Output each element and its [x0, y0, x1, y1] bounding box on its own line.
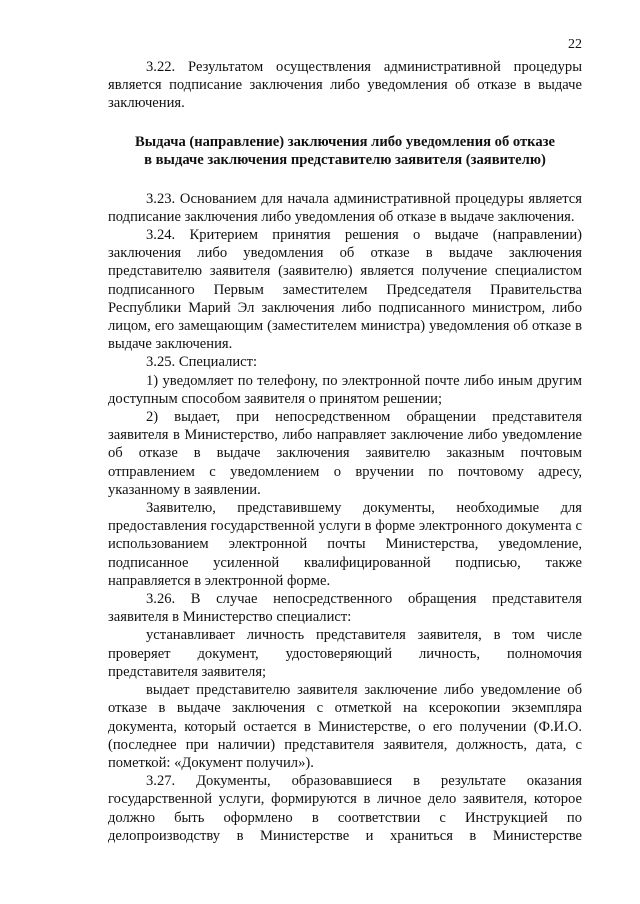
section-heading	[108, 133, 582, 170]
paragraph-3-26-issue: выдает представителю заявителя заключение либо уведомление об отказе в выдаче заключения с отметкой на ксерокопии экземпляра документа, который остается в Министерстве, о его получении (Ф.И.О. (последнее при наличии) представителя заявителя, должность, дата, с пометкой: «Документ получил»).	[108, 682, 582, 771]
section-heading-line-2: в выдаче заключения представителю заявителя (заявителю)	[144, 152, 546, 169]
paragraph-3-25: 3.25. Специалист:	[146, 354, 258, 371]
paragraph-3-24: 3.24. Критерием принятия решения о выдаче (направлении) заключения либо уведомления об отказе в выдаче заключения представителю заявителя (заявителю) является получение специалистом подписанного Первым заместителем Председателя Правительства Республики Марий Эл заключения либо подписанного министром, либо лицом, его замещающим (заместителем министра) уведомления об отказе в выдаче заключения.	[108, 227, 582, 353]
paragraph-3-26-identity: устанавливает личность представителя заявителя, в том числе проверяет документ, удостоверяющий личность, полномочия представителя заявителя;	[108, 627, 582, 680]
paragraph-3-22: 3.22. Результатом осуществления административной процедуры является подписание заключения либо уведомления об отказе в выдаче заключения.	[108, 59, 582, 112]
paragraph-3-25-item-2: 2) выдает, при непосредственном обращении представителя заявителя в Министерство, либо направляет заключение либо уведомление об отказе в выдаче заключения заявителю заказным почтовым отправлением с уведомлением о вручении по почтовому адресу, указанному в заявлении.	[108, 409, 582, 498]
paragraph-3-27: 3.27. Документы, образовавшиеся в результате оказания государственной услуги, формируются в личное дело заявителя, которое должно быть оформлено в соответствии с Инструкцией по делопроизводству в Министерстве и храниться в Министерстве	[108, 773, 582, 844]
paragraph-3-26: 3.26. В случае непосредственного обращения представителя заявителя в Министерство специалист:	[108, 591, 582, 626]
document-body	[108, 58, 582, 845]
section-heading-line-1: Выдача (направление) заключения либо уведомления об отказе	[135, 133, 555, 150]
page-number: 22	[568, 37, 582, 52]
paragraph-3-25-item-1: 1) уведомляет по телефону, по электронной почте либо иным другим доступным способом заявителя о принятом решении;	[108, 372, 582, 407]
paragraph-3-23: 3.23. Основанием для начала административной процедуры является подписание заключения либо уведомления об отказе в выдаче заключения.	[108, 190, 582, 225]
paragraph-electronic-applicant: Заявителю, представившему документы, необходимые для предоставления государственной услуги в форме электронного документа с использованием электронной почты Министерства, уведомление, подписанное усиленной квалифицированной подписью, также направляется в электронной форме.	[108, 500, 582, 589]
